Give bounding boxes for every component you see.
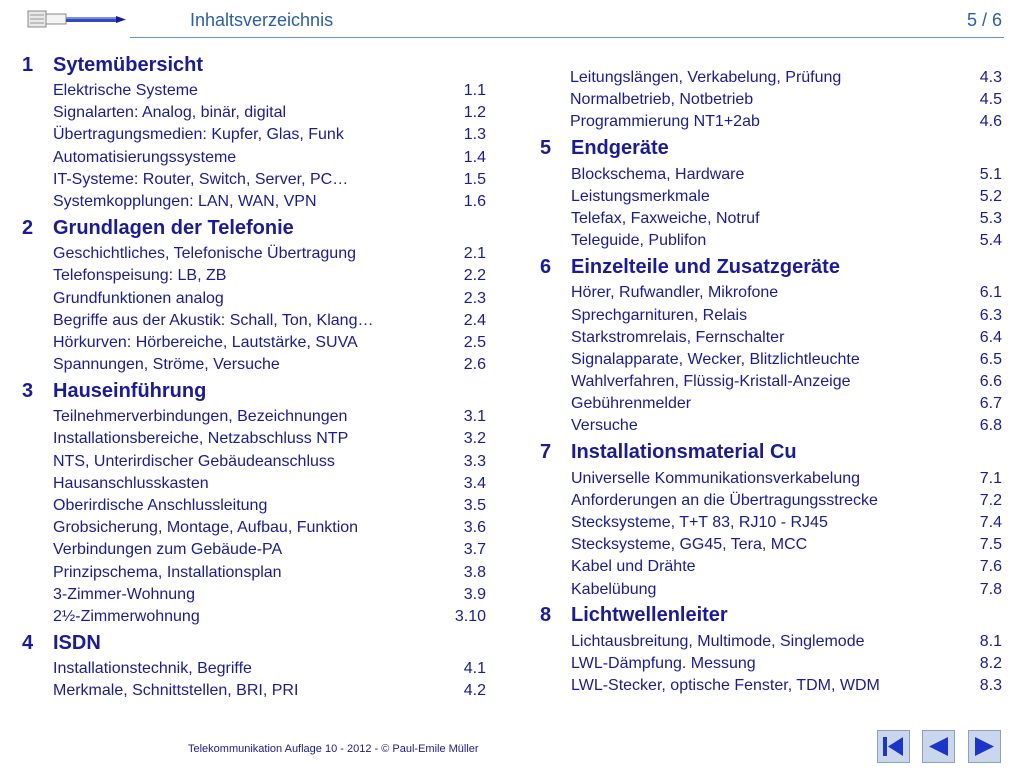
toc-entry[interactable]	[53, 310, 486, 332]
entry-label: Installationstechnik, Begriffe	[53, 660, 252, 678]
section-number: 7	[540, 441, 552, 464]
entry-label: Versuche	[571, 417, 638, 435]
page-title: Inhaltsverzeichnis	[190, 10, 334, 30]
entry-number: 7.1	[979, 469, 1002, 487]
toc-entry[interactable]	[570, 89, 1002, 111]
toc-section-4	[22, 628, 486, 702]
entry-number: 4.5	[979, 91, 1002, 109]
toc-entry[interactable]	[570, 111, 1002, 133]
toc-entry[interactable]	[53, 265, 486, 287]
next-page-icon	[969, 731, 1000, 762]
entry-label: Starkstromrelais, Fernschalter	[571, 328, 785, 346]
entry-label: IT-Systeme: Router, Switch, Server, PC…	[53, 170, 349, 188]
toc-entry[interactable]	[571, 631, 1002, 653]
entry-label: Anforderungen an die Übertragungsstrecke	[571, 491, 878, 509]
section-number: 8	[540, 604, 552, 627]
entry-label: Übertragungsmedien: Kupfer, Glas, Funk	[53, 126, 344, 144]
entry-number: 1.2	[463, 104, 486, 122]
entry-label: Geschichtliches, Telefonische Übertragung	[53, 245, 356, 263]
toc-entry[interactable]	[571, 371, 1002, 393]
entry-number: 4.1	[463, 660, 486, 678]
entry-number: 3.7	[463, 541, 486, 559]
section-number: 3	[22, 379, 34, 402]
entry-label: Stecksysteme, GG45, Tera, MCC	[571, 536, 808, 554]
toc-entry[interactable]	[571, 230, 1002, 252]
entry-label: Programmierung NT1+2ab	[570, 113, 760, 131]
section-title: Sytemübersicht	[53, 53, 204, 76]
entry-number: 7.8	[979, 580, 1002, 598]
entry-label: Lichtausbreitung, Multimode, Singlemode	[571, 632, 865, 650]
toc-section-1	[22, 50, 486, 213]
entry-label: Grundfunktionen analog	[53, 289, 224, 307]
section-title: Installationsmaterial Cu	[571, 441, 797, 464]
section-title: Endgeräte	[571, 137, 669, 160]
entry-number: 2.3	[463, 289, 486, 307]
entry-number: 7.4	[979, 514, 1002, 531]
entry-label: Leistungsmerkmale	[571, 187, 710, 205]
entry-number: 5.2	[979, 187, 1002, 205]
toc-entry[interactable]	[571, 349, 1002, 371]
toc-entry[interactable]	[53, 288, 486, 310]
entry-label: Signalapparate, Wecker, Blitzlichtleuchte	[571, 350, 860, 368]
entry-label: Teilnehmerverbindungen, Bezeichnungen	[53, 408, 348, 426]
entry-label: Elektrische Systeme	[53, 82, 198, 99]
entry-label: Hörkurven: Hörbereiche, Lautstärke, SUVA	[53, 333, 358, 351]
entry-number: 5.4	[979, 232, 1002, 250]
entry-number: 5.3	[979, 209, 1002, 227]
toc-entry[interactable]	[53, 191, 486, 213]
section-heading[interactable]	[22, 376, 486, 406]
entry-label: Stecksysteme, T+T 83, RJ10 - RJ45	[571, 514, 828, 531]
toc-section-3	[22, 376, 486, 628]
toc-entry[interactable]	[571, 579, 1002, 601]
entry-label: Systemkopplungen: LAN, WAN, VPN	[53, 192, 317, 210]
entry-label: Hörer, Rufwandler, Mikrofone	[571, 284, 779, 302]
toc-entry[interactable]	[53, 517, 486, 539]
section-number: 4	[22, 631, 34, 654]
entry-number: 3.3	[463, 452, 486, 470]
toc-entry[interactable]	[53, 124, 486, 146]
entry-label: Wahlverfahren, Flüssig-Kristall-Anzeige	[571, 373, 851, 391]
toc-section-4-continued	[540, 67, 1002, 134]
entry-number: 2.1	[463, 245, 486, 263]
entry-label: Kabel und Drähte	[571, 558, 696, 576]
section-heading[interactable]	[22, 213, 486, 243]
toc-section-7	[540, 438, 1002, 601]
entry-label: Automatisierungssysteme	[53, 148, 237, 166]
footer-credit: Telekommunikation Auflage 10 - 2012 - © Paul-Emile Müller	[188, 743, 479, 755]
toc-entry[interactable]	[571, 653, 1002, 675]
entry-number: 7.5	[979, 536, 1002, 554]
entry-label: Signalarten: Analog, binär, digital	[53, 104, 287, 122]
toc-section-5	[540, 134, 1002, 253]
entry-number: 4.2	[463, 682, 486, 700]
toc-entry[interactable]	[53, 539, 486, 561]
header-divider	[130, 37, 1004, 38]
toc-right-column	[540, 50, 1002, 697]
entry-label: Begriffe aus der Akustik: Schall, Ton, Klang…	[53, 311, 374, 329]
entry-number: 1.4	[463, 148, 486, 166]
first-page-icon	[878, 731, 909, 762]
entry-number: 3.4	[463, 474, 486, 492]
section-title: ISDN	[53, 631, 101, 654]
entry-label: 3-Zimmer-Wohnung	[53, 585, 195, 603]
toc-entry[interactable]	[53, 562, 486, 584]
section-heading[interactable]	[22, 628, 486, 658]
toc-entry[interactable]	[571, 512, 1002, 534]
entry-number: 6.7	[979, 395, 1002, 413]
toc-entry[interactable]	[53, 332, 486, 354]
entry-label: Oberirdische Anschlussleitung	[53, 497, 268, 514]
page-indicator: 5 / 6	[966, 10, 1002, 30]
entry-label: 2½-Zimmerwohnung	[53, 607, 200, 625]
section-title: Lichtwellenleiter	[571, 604, 728, 627]
section-number: 2	[22, 216, 34, 239]
toc-entry[interactable]	[53, 606, 486, 628]
entry-number: 2.6	[463, 356, 486, 374]
entry-label: Normalbetrieb, Notbetrieb	[570, 91, 754, 109]
toc-entry[interactable]	[571, 327, 1002, 349]
previous-page-button[interactable]	[922, 730, 955, 763]
entry-label: Gebührenmelder	[571, 395, 692, 413]
entry-number: 1.3	[463, 126, 486, 144]
toc-entry[interactable]	[571, 415, 1002, 437]
toc-entry[interactable]	[53, 354, 486, 376]
entry-number: 6.6	[979, 373, 1002, 391]
entry-number: 1.5	[463, 170, 486, 188]
entry-label: Sprechgarnituren, Relais	[571, 306, 748, 324]
entry-number: 3.9	[463, 585, 486, 603]
section-number: 1	[22, 53, 34, 76]
toc-entry[interactable]	[53, 451, 486, 473]
entry-label: Leitungslängen, Verkabelung, Prüfung	[570, 69, 842, 86]
entry-number: 2.4	[463, 311, 486, 329]
entry-number: 6.5	[979, 350, 1002, 368]
toc-entry[interactable]	[571, 534, 1002, 556]
toc-entry[interactable]	[571, 468, 1002, 490]
entry-number: 3.5	[463, 497, 486, 514]
entry-number: 4.3	[979, 69, 1002, 86]
entry-number: 8.1	[979, 632, 1002, 650]
entry-number: 6.3	[979, 306, 1002, 324]
toc-entry[interactable]	[53, 495, 486, 517]
entry-label: Prinzipschema, Installationsplan	[53, 563, 282, 581]
toc-entry[interactable]	[571, 556, 1002, 578]
entry-number: 7.6	[979, 558, 1002, 576]
toc-entry[interactable]	[53, 428, 486, 450]
toc-entry[interactable]	[53, 584, 486, 606]
entry-label: Blockschema, Hardware	[571, 165, 745, 183]
toc-section-8	[540, 601, 1002, 698]
toc-section-2	[22, 213, 486, 376]
toc-section-6	[540, 252, 1002, 437]
entry-number: 8.3	[979, 677, 1002, 695]
entry-label: Verbindungen zum Gebäude-PA	[53, 541, 283, 559]
section-title: Hauseinführung	[53, 379, 207, 402]
slide-header	[0, 0, 1024, 40]
section-heading[interactable]	[540, 252, 1002, 282]
section-title: Grundlagen der Telefonie	[53, 216, 294, 239]
toc-entry[interactable]	[53, 406, 486, 428]
entry-label: Hausanschlusskasten	[53, 474, 209, 492]
entry-number: 4.6	[979, 113, 1002, 131]
entry-number: 2.2	[463, 267, 486, 285]
section-heading[interactable]	[540, 134, 1002, 164]
entry-number: 3.6	[463, 519, 486, 537]
entry-number: 3.10	[454, 607, 486, 625]
toc-entry[interactable]	[571, 282, 1002, 304]
next-page-button[interactable]	[968, 730, 1001, 763]
toc-entry[interactable]	[571, 186, 1002, 208]
cable-connector-icon	[26, 8, 130, 35]
entry-number: 7.2	[979, 491, 1002, 509]
section-heading[interactable]	[22, 50, 486, 80]
entry-label: Grobsicherung, Montage, Aufbau, Funktion	[53, 519, 359, 537]
toc-entry[interactable]	[571, 490, 1002, 512]
toc-entry[interactable]	[53, 658, 486, 680]
section-number: 5	[540, 137, 552, 160]
entry-label: Merkmale, Schnittstellen, BRI, PRI	[53, 682, 299, 700]
first-page-button[interactable]	[877, 730, 910, 763]
entry-number: 6.4	[979, 328, 1002, 346]
entry-number: 2.5	[463, 333, 486, 351]
entry-label: Kabelübung	[571, 580, 657, 598]
section-heading[interactable]	[540, 601, 1002, 631]
entry-number: 8.2	[979, 654, 1002, 672]
toc-entry[interactable]	[53, 169, 486, 191]
toc-entry[interactable]	[571, 393, 1002, 415]
previous-page-icon	[923, 731, 954, 762]
toc-entry[interactable]	[53, 102, 486, 124]
toc-entry[interactable]	[570, 67, 1002, 89]
toc-entry[interactable]	[571, 675, 1002, 697]
toc-entry[interactable]	[53, 147, 486, 169]
entry-label: Spannungen, Ströme, Versuche	[53, 356, 280, 374]
entry-label: Telefax, Faxweiche, Notruf	[571, 209, 760, 227]
toc-entry[interactable]	[53, 80, 486, 102]
section-number: 6	[540, 255, 552, 278]
entry-number: 6.8	[979, 417, 1002, 435]
entry-label: Installationsbereiche, Netzabschluss NTP	[53, 430, 349, 448]
entry-label: Telefonspeisung: LB, ZB	[53, 267, 227, 285]
entry-number: 3.8	[463, 563, 486, 581]
entry-label: LWL-Stecker, optische Fenster, TDM, WDM	[571, 677, 880, 695]
entry-label: Universelle Kommunikationsverkabelung	[571, 469, 861, 487]
toc-entry[interactable]	[53, 680, 486, 702]
toc-left-column	[22, 50, 486, 703]
entry-number: 1.1	[463, 82, 486, 99]
entry-number: 3.2	[463, 430, 486, 448]
toc-entry[interactable]	[571, 305, 1002, 327]
toc-entry[interactable]	[53, 243, 486, 265]
section-heading[interactable]	[540, 438, 1002, 468]
toc-entry[interactable]	[571, 208, 1002, 230]
entry-label: LWL-Dämpfung. Messung	[571, 654, 756, 672]
entry-label: Teleguide, Publifon	[571, 232, 707, 250]
entry-number: 5.1	[979, 165, 1002, 183]
entry-label: NTS, Unterirdischer Gebäudeanschluss	[53, 452, 335, 470]
entry-number: 6.1	[979, 284, 1002, 302]
entry-number: 1.6	[463, 192, 486, 210]
toc-entry[interactable]	[571, 164, 1002, 186]
section-title: Einzelteile und Zusatzgeräte	[571, 255, 840, 278]
toc-entry[interactable]	[53, 473, 486, 495]
entry-number: 3.1	[463, 408, 486, 426]
